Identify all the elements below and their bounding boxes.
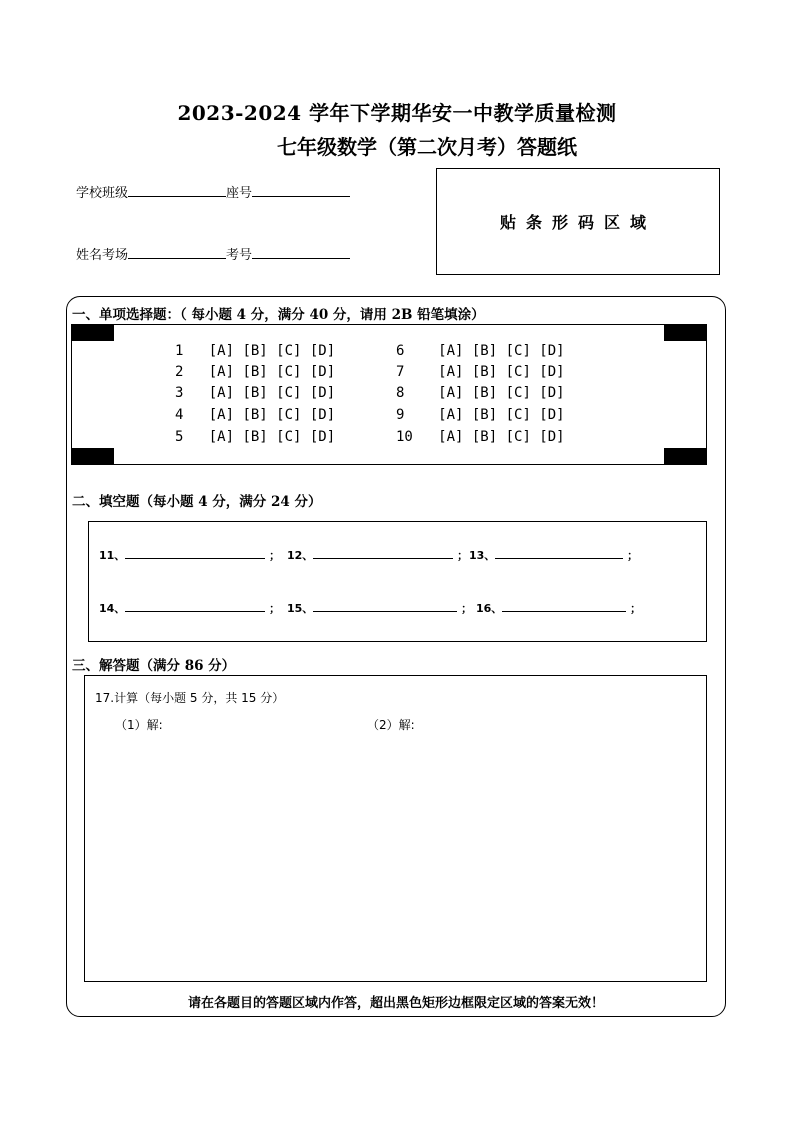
question-row[interactable]: 2 [A] [B] [C] [D] bbox=[175, 364, 336, 380]
school-class-label: 学校班级 bbox=[76, 186, 129, 201]
section3-title: 三、解答题（满分 86 分） bbox=[72, 658, 236, 674]
footer-notice: 请在各题目的答题区域内作答，超出黑色矩形边框限定区域的答案无效！ bbox=[187, 996, 604, 1011]
exam-no-label: 考号 bbox=[226, 248, 253, 263]
multiple-choice-box bbox=[71, 324, 707, 465]
question-17-part1: （1）解: bbox=[115, 718, 163, 732]
blank-13[interactable]: 13、 ； bbox=[469, 546, 638, 563]
question-row[interactable]: 4 [A] [B] [C] [D] bbox=[175, 407, 336, 423]
exam-subtitle: 七年级数学（第二次月考）答题纸 bbox=[277, 135, 577, 159]
name-room-field bbox=[76, 244, 350, 263]
blank-14[interactable]: 14、 ； bbox=[99, 599, 280, 616]
section1-title: 一、单项选择题：（ 每小题 4 分，满分 40 分，请用 2B 铅笔填涂） bbox=[72, 307, 485, 323]
question-row[interactable]: 10 [A] [B] [C] [D] bbox=[396, 429, 565, 445]
question-17-title: 17.计算（每小题 5 分，共 15 分） bbox=[95, 691, 285, 705]
blank-16[interactable]: 16、 ； bbox=[476, 599, 641, 616]
school-class-field bbox=[76, 182, 350, 201]
blank-11[interactable]: 11、 ； bbox=[99, 546, 280, 563]
question-row[interactable]: 3 [A] [B] [C] [D] bbox=[175, 385, 336, 401]
question-row[interactable]: 9 [A] [B] [C] [D] bbox=[396, 407, 565, 423]
blank-15[interactable]: 15、 ； bbox=[287, 599, 472, 616]
fill-in-box bbox=[88, 521, 707, 642]
question-row[interactable]: 1 [A] [B] [C] [D] bbox=[175, 343, 336, 359]
seat-line bbox=[252, 182, 350, 197]
exam-no-line bbox=[252, 244, 350, 259]
question-row[interactable]: 5 [A] [B] [C] [D] bbox=[175, 429, 336, 445]
name-room-line bbox=[128, 244, 226, 259]
alignment-mark bbox=[72, 448, 114, 464]
exam-title: 2023-2024 学年下学期华安一中教学质量检测 bbox=[177, 101, 617, 125]
question-17-part2: （2）解: bbox=[367, 718, 415, 732]
question-row[interactable]: 7 [A] [B] [C] [D] bbox=[396, 364, 565, 380]
barcode-area bbox=[436, 168, 720, 275]
alignment-mark bbox=[72, 325, 114, 341]
seat-label: 座号 bbox=[226, 186, 253, 201]
school-class-line bbox=[128, 182, 226, 197]
question-row[interactable]: 8 [A] [B] [C] [D] bbox=[396, 385, 565, 401]
alignment-mark bbox=[664, 448, 706, 464]
blank-12[interactable]: 12、 ； bbox=[287, 546, 468, 563]
question-row[interactable]: 6 [A] [B] [C] [D] bbox=[396, 343, 565, 359]
name-room-label: 姓名考场 bbox=[76, 248, 129, 263]
barcode-label: 贴条形码区域 bbox=[499, 213, 656, 232]
answer-box[interactable] bbox=[84, 675, 707, 982]
alignment-mark bbox=[664, 325, 706, 341]
section2-title: 二、填空题（每小题 4 分，满分 24 分） bbox=[72, 494, 322, 510]
